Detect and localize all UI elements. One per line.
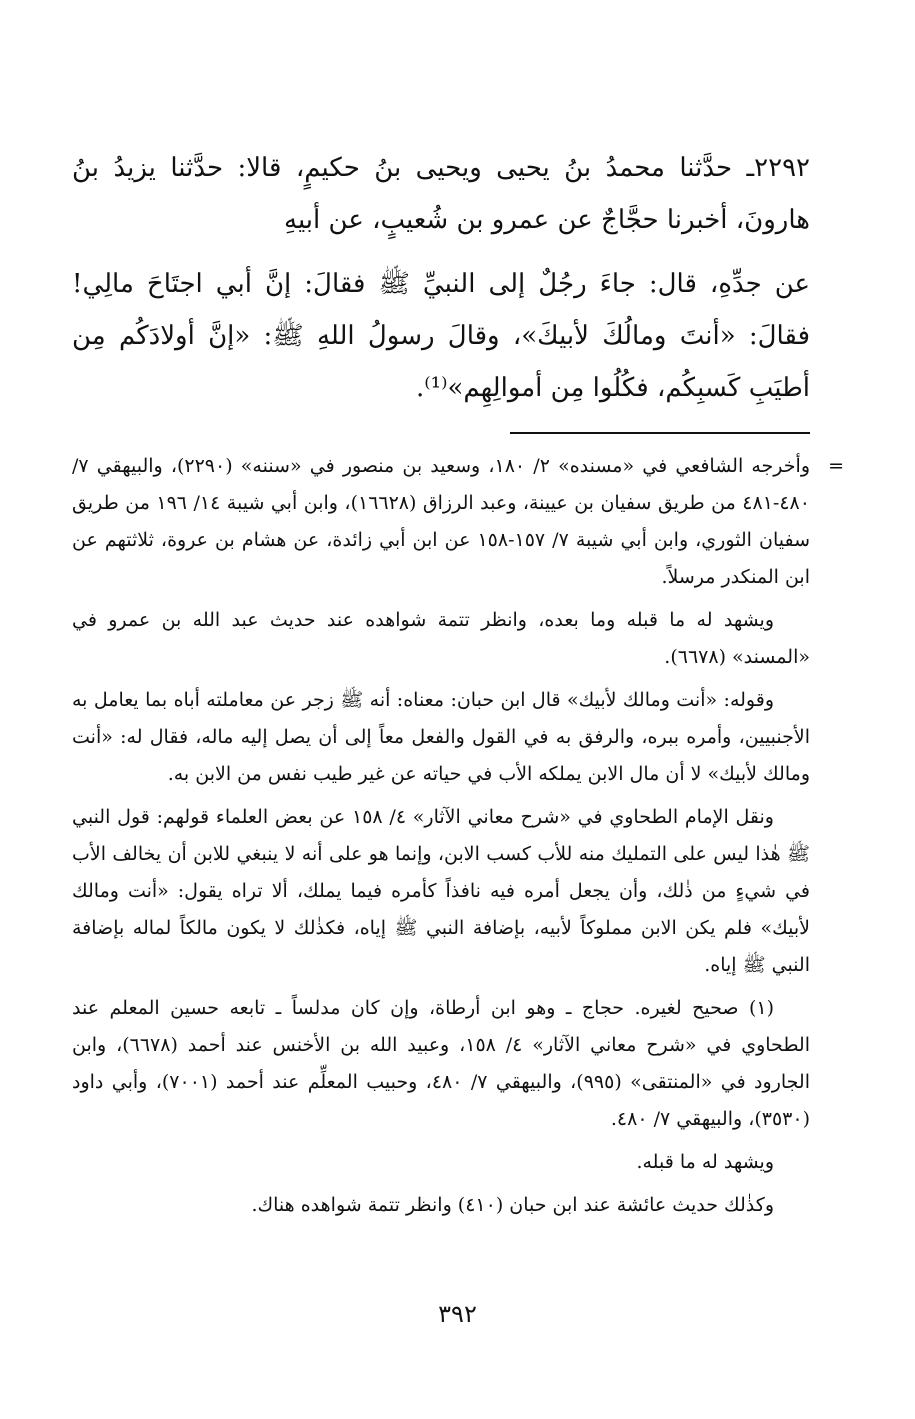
footnote-separator [510,432,810,434]
footnote-paragraph-1: وأخرجه الشافعي في «مسنده» ٢/ ١٨٠، وسعيد بن منصور في «سننه» (٢٢٩٠)، والبيهقي ٧/ ٤٨٠-٤٨١ من طريق سفيان بن عيينة، وعبد الرزاق (١٦٦٢٨)، وابن أبي شيبة ١٤/ ١٩٦ من طريق سفيان الثوري، وابن أبي شيبة ٧/ ١٥٧-١٥٨ عن ابن أبي زائدة، عن هشام بن عروة، ثلاثتهم عن ابن المنكدر مرسلاً. [72,455,811,588]
footnote-paragraph-3: وقوله: «أنت ومالك لأبيك» قال ابن حبان: معناه: أنه ﷺ زجر عن معاملته أباه بما يعامل به الأجنبيين، وأمره ببره، والرفق به في القول والفعل معاً إلى أن يصل إليه ماله، فقال له: «أنت ومالك لأبيك» لا أن مال الابن يملكه الأب في حياته عن غير طيب نفس من الابن به. [72,689,810,785]
footnote-paragraph-7: وكذٰلك حديث عائشة عند ابن حبان (٤١٠) وانظر تتمة شواهده هناك. [251,1194,774,1216]
footnote-paragraph-5: (١) صحيح لغيره. حجاج ـ وهو ابن أرطاة، وإن كان مدلساً ـ تابعه حسين المعلم عند الطحاوي في «شرح معاني الآثار» ٤/ ١٥٨، وعبيد الله بن الأخنس عند أحمد (٦٦٧٨)، وابن الجارود في «المنتقى» (٩٩٥)، والبيهقي ٧/ ٤٨٠، وحبيب المعلِّم عند أحمد (٧٠٠١)، وأبي داود (٣٥٣٠)، والبيهقي ٧/ ٤٨٠. [72,997,810,1130]
footnote-continued [72,448,844,596]
footnote-paragraph-6: ويشهد له ما قبله. [636,1151,774,1173]
footnote-paragraph-4: ونقل الإمام الطحاوي في «شرح معاني الآثار» ٤/ ١٥٨ عن بعض العلماء قولهم: قول النبي ﷺ هٰذا ليس على التمليك منه للأب كسب الابن، وإنما هو على أنه لا ينبغي للابن أن يخالف الأب في شيءٍ من ذٰلك، وأن يجعل أمره فيه نافذاً كأمره فيما يملك، ألا تراه يقول: «أنت ومالك لأبيك» فلم يكن الابن مملوكاً لأبيه، بإضافة النبي ﷺ إياه، فكذٰلك لا يكون مالكاً لماله بإضافة النبي ﷺ إياه. [72,806,810,976]
page-number: ٣٩٢ [438,1300,477,1328]
page-body [72,142,844,1230]
footnote-paragraph-2: ويشهد له ما قبله وما بعده، وانظر تتمة شواهده عند حديث عبد الله بن عمرو في «المسند» (٦٦٧٨). [72,609,810,668]
hadith-text-part1: ٢٢٩٢ـ حدَّثنا محمدُ بنُ يحيى ويحيى بنُ حكيمٍ، قالا: حدَّثنا يزيدُ بنُ هارونَ، أخبرنا حجَّاجٌ عن عمرو بن شُعيبٍ، عن أبيهِ [72,153,810,235]
continuation-marker: = [828,455,844,477]
hadith-text-part2: عن جدِّهِ، قال: جاءَ رجُلٌ إلى النبيِّ ﷺ فقالَ: إنَّ أبي اجتَاحَ مالِي! فقالَ: «أنتَ ومالُكَ لأبيكَ»، وقالَ رسولُ اللهِ ﷺ: «إنَّ أولادَكُم مِن أطيَبِ كَسبِكُم، فكُلُوا مِن أموالِهِم»⁽¹⁾. [72,269,811,403]
